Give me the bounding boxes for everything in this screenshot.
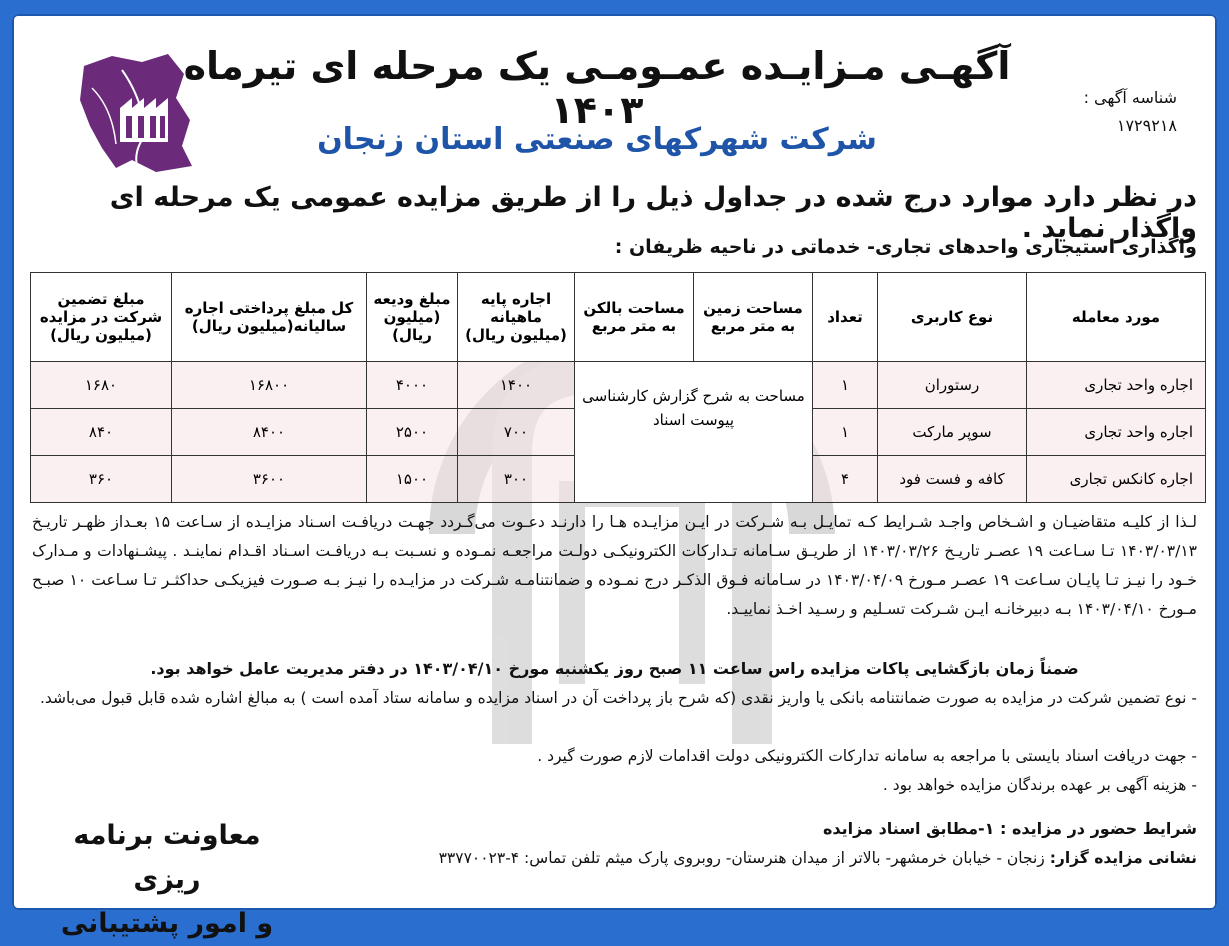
cell-annual-rent: ۸۴۰۰ — [172, 409, 367, 456]
cell-item: اجاره کانکس تجاری — [1027, 456, 1206, 503]
header-base-rent: اجاره پایه ماهیانه (میلیون ریال) — [458, 273, 575, 362]
signature-block — [52, 814, 282, 946]
header-land-area: مساحت زمین به متر مربع — [694, 273, 813, 362]
header-guarantee: مبلغ تضمین شرکت در مزایده (میلیون ریال) — [31, 273, 172, 362]
header-usage: نوع کاربری — [878, 273, 1027, 362]
cell-guarantee: ۳۶۰ — [31, 456, 172, 503]
body-paragraph-opening: ضمناً زمان بازگشایی پاکات مزایده راس ساعت ۱۱ صبح روز یکشنبه مورخ ۱۴۰۳/۰۴/۱۰ در دفتر مدیریت عامل خواهد بود. — [150, 659, 1079, 678]
cell-deposit: ۱۵۰۰ — [367, 456, 458, 503]
cell-guarantee: ۱۶۸۰ — [31, 362, 172, 409]
cell-guarantee: ۸۴۰ — [31, 409, 172, 456]
company-name: شرکت شهرکهای صنعتی استان زنجان — [317, 122, 877, 157]
cell-item: اجاره واحد تجاری — [1027, 409, 1206, 456]
cell-usage: رستوران — [878, 362, 1027, 409]
signature-line-1: معاونت برنامه ریزی — [73, 820, 261, 895]
header-annual-rent: کل مبلغ پرداختی اجاره سالیانه(میلیون ریال) — [172, 273, 367, 362]
table-row — [31, 362, 1206, 409]
cell-annual-rent: ۳۶۰۰ — [172, 456, 367, 503]
cell-count: ۴ — [813, 456, 878, 503]
signature-line-2: و امور پشتیبانی — [60, 908, 274, 939]
cell-count: ۱ — [813, 362, 878, 409]
ad-id-label: شناسه آگهی : — [1083, 88, 1177, 107]
cell-base-rent: ۱۴۰۰ — [458, 362, 575, 409]
address-text: زنجان - خیابان خرمشهر- بالاتر از میدان هنرستان- روبروی پارک میثم تلفن تماس: ۴-۳۳۷۷۰۰۲۳ — [438, 849, 1050, 867]
cell-deposit: ۴۰۰۰ — [367, 362, 458, 409]
header-item: مورد معامله — [1027, 273, 1206, 362]
cell-base-rent: ۷۰۰ — [458, 409, 575, 456]
header-deposit: مبلغ ودیعه (میلیون ریال) — [367, 273, 458, 362]
cell-usage: کافه و فست فود — [878, 456, 1027, 503]
cell-base-rent: ۳۰۰ — [458, 456, 575, 503]
ad-id-value: ۱۷۲۹۲۱۸ — [1116, 116, 1177, 135]
body-paragraph-documents: - جهت دریافت اسناد بایستی با مراجعه به سامانه تدارکات الکترونیکی دولت اقدامات لازم صورت گیرد . — [537, 747, 1197, 765]
ad-page — [12, 14, 1217, 939]
body-paragraph-fee: - هزینه آگهی بر عهده برندگان مزایده خواهد بود . — [882, 776, 1197, 794]
auctioneer-address — [297, 844, 1197, 873]
ad-title: آگهـی مـزایـده عمـومـی یک مرحله ای تیرماه ۱۴۰۳ — [183, 44, 1011, 132]
ad-id — [1017, 84, 1177, 140]
body-paragraph-invitation: لـذا از کلیـه متقاضیـان و اشـخاص واجـد شـرایط کـه تمایـل بـه شـرکت در ایـن مزایـده هـا را دارنـد دعـوت می‌گـردد جهـت دریافـت اسـناد مزایـده از سـاعت ۱۵ بعـداز ظهـر تاریـخ ۱۴۰۳/۰۳/۱۳ تـا سـاعت ۱۹ عصـر تاریـخ ۱۴۰۳/۰۳/۲۶ از طریـق سـامانه تـدارکات الکترونیکـی دولـت مراجعـه نمـوده و نسـبت بـه دریافـت اسـناد اقـدام نماینـد . پیشـنهادات و مـدارک خـود را نیـز تـا پایـان سـاعت ۱۹ عصـر مـورخ ۱۴۰۳/۰۴/۰۹ در سـامانه فـوق الذکـر درج نمـوده و ضمانتنامـه شـرکت در مزایـده را نیـز بـه صـورت فیزیکـی حداکثـر تـا سـاعت ۱۰ صبـح مـورخ ۱۴۰۳/۰۴/۱۰ بـه دبیرخانـه ایـن شـرکت تسـلیم و رسـید اخـذ نماییـد. — [32, 513, 1197, 618]
body-paragraph-guarantee: - نوع تضمین شرکت در مزایده به صورت ضمانتنامه بانکی یا واریز نقدی (که شرح باز پرداخت آن در اسناد مزایده و سامانه ستاد آمده است ) به مبالغ اشاره شده قابل قبول می‌باشد. — [39, 689, 1197, 707]
cell-count: ۱ — [813, 409, 878, 456]
section-subheading: واگذاری استیجاری واحدهای تجاری- خدماتی در ناحیه ظریفان : — [614, 236, 1197, 258]
address-label: نشانی مزایده گزار: — [1049, 849, 1197, 867]
table-header-row — [31, 273, 1206, 362]
cell-usage: سوپر مارکت — [878, 409, 1027, 456]
cell-deposit: ۲۵۰۰ — [367, 409, 458, 456]
cell-item: اجاره واحد تجاری — [1027, 362, 1206, 409]
lead-text: در نظر دارد موارد درج شده در جداول ذیل را از طریق مزایده عمومی یک مرحله ای واگذار نماید . — [109, 182, 1197, 244]
auction-table — [30, 272, 1206, 503]
header-balcony-area: مساحت بالکن به متر مربع — [575, 273, 694, 362]
cell-annual-rent: ۱۶۸۰۰ — [172, 362, 367, 409]
cell-area-note: مساحت به شرح گزارش کارشناسی پیوست اسناد — [575, 362, 813, 503]
participation-conditions: شرایط حضور در مزایده : ۱-مطابق اسناد مزایده — [822, 819, 1197, 838]
header-count: تعداد — [813, 273, 878, 362]
